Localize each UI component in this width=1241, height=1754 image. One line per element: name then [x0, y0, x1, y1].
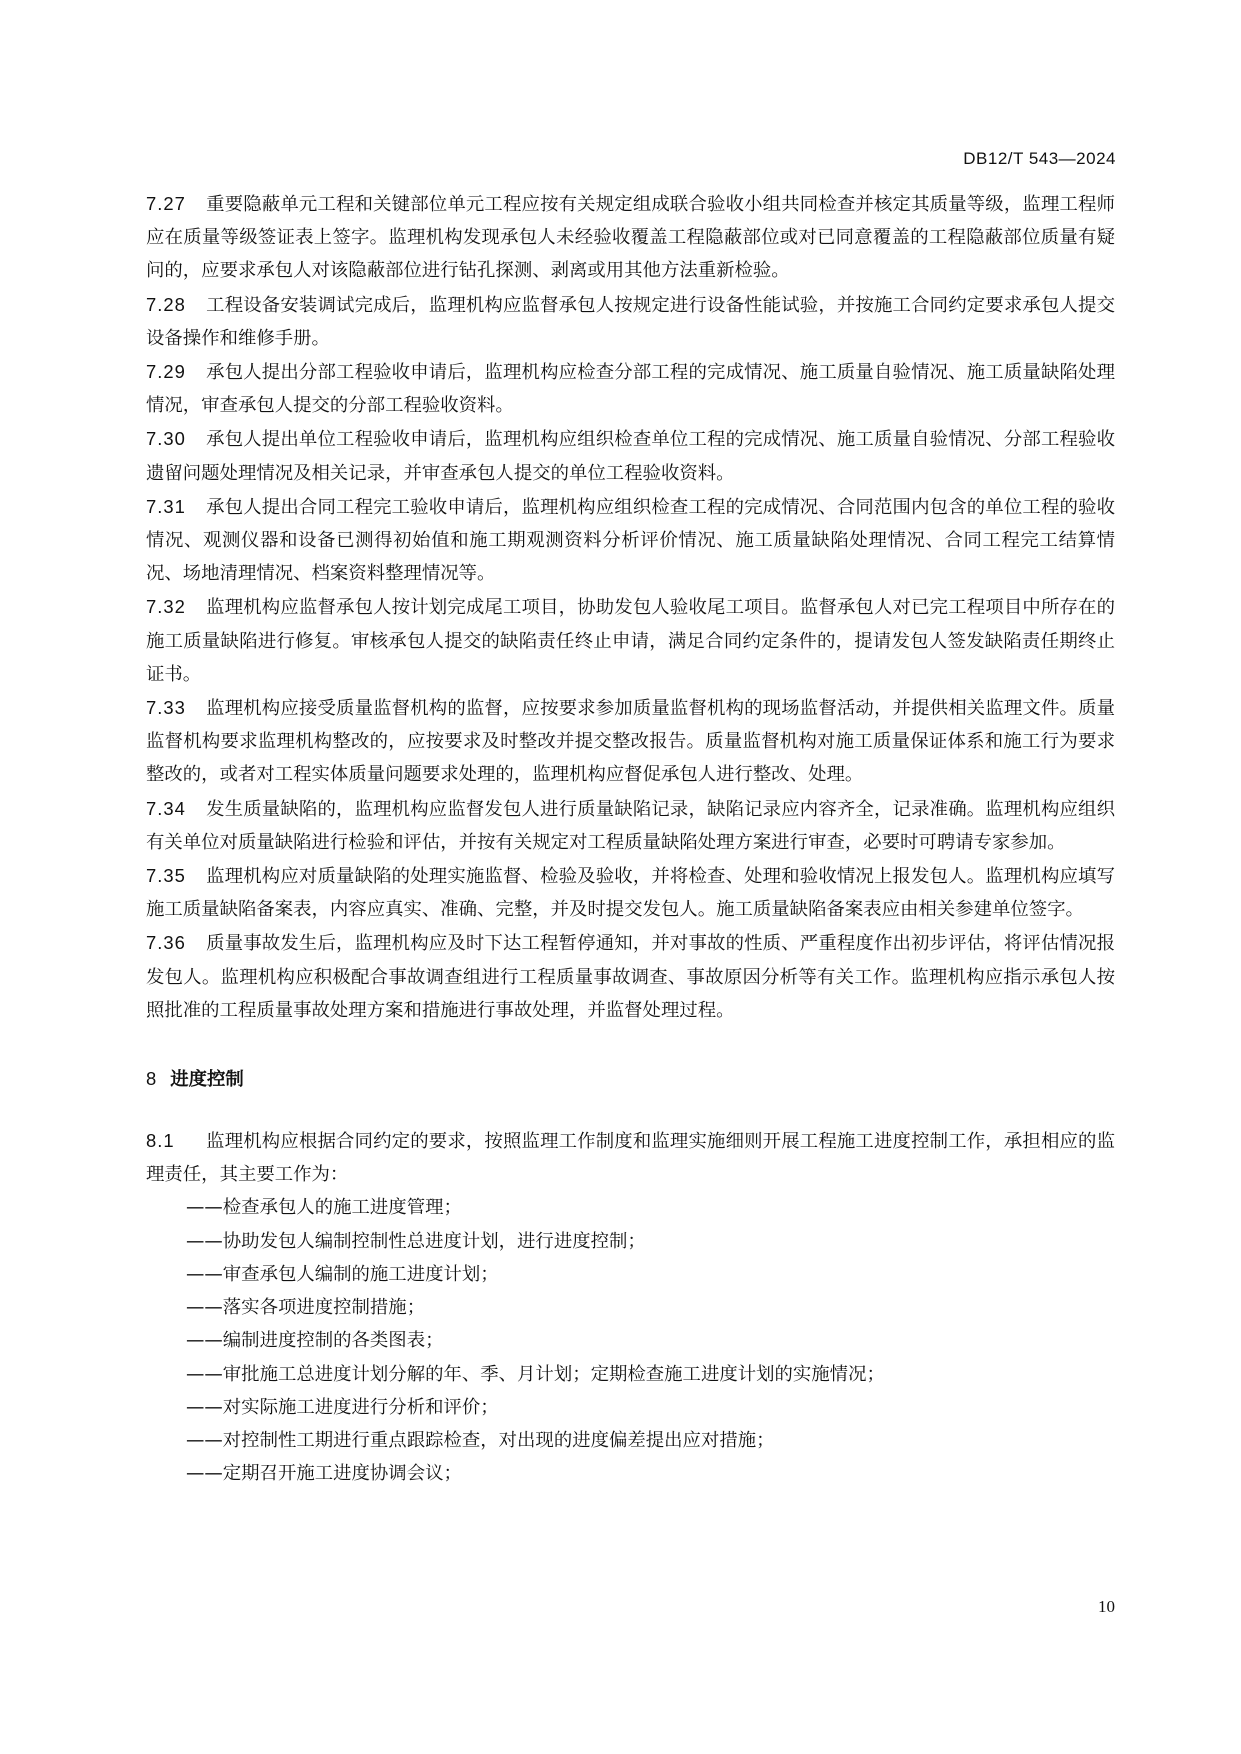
clause-number: 7.33: [146, 697, 186, 719]
clause-text: 发生质量缺陷的，监理机构应监督发包人进行质量缺陷记录，缺陷记录应内容齐全，记录准确。监理机构应组织有关单位对质量缺陷进行检验和评估，并按有关规定对工程质量缺陷处理方案进行审查，必要时可聘请专家参加。: [146, 798, 1115, 853]
list-item: ——落实各项进度控制措施；: [186, 1297, 426, 1319]
clause-7-28: [146, 288, 1115, 355]
clause-7-34: [146, 792, 1115, 859]
list-item: ——审批施工总进度计划分解的年、季、月计划；定期检查施工进度计划的实施情况；: [186, 1363, 885, 1385]
clause-number: 7.32: [146, 596, 186, 618]
clause-number: 7.36: [146, 932, 186, 954]
clause-7-27: [146, 187, 1115, 288]
section-title: 进度控制: [170, 1069, 244, 1091]
list-item: ——审查承包人编制的施工进度计划；: [186, 1263, 499, 1285]
clause-8-1: [146, 1124, 1115, 1191]
clause-text: 重要隐蔽单元工程和关键部位单元工程应按有关规定组成联合验收小组共同检查并核定其质量等级，监理工程师应在质量等级签证表上签字。监理机构发现承包人未经验收覆盖工程隐蔽部位或对已同意覆盖的工程隐蔽部位质量有疑问的，应要求承包人对该隐蔽部位进行钻孔探测、剥离或用其他方法重新检验。: [146, 194, 1115, 282]
clause-7-31: [146, 490, 1115, 591]
standard-code-header: DB12/T 543—2024: [963, 149, 1116, 168]
clause-number: 7.31: [146, 495, 186, 517]
clause-number: 7.35: [146, 865, 186, 887]
clause-number: 8.1: [146, 1130, 175, 1152]
clause-text: 承包人提出单位工程验收申请后，监理机构应组织检查单位工程的完成情况、施工质量自验情况、分部工程验收遗留问题处理情况及相关记录，并审查承包人提交的单位工程验收资料。: [146, 429, 1115, 484]
clause-text: 监理机构应接受质量监督机构的监督，应按要求参加质量监督机构的现场监督活动，并提供相关监理文件。质量监督机构要求监理机构整改的，应按要求及时整改并提交整改报告。质量监督机构对施工质量保证体系和施工行为要求整改的，或者对工程实体质量问题要求处理的，监理机构应督促承包人进行整改、处理。: [146, 698, 1115, 786]
clause-number: 7.30: [146, 428, 186, 450]
page-content: [146, 187, 1115, 1490]
clause-number: 7.27: [146, 193, 186, 214]
list-item: ——检查承包人的施工进度管理；: [186, 1197, 462, 1219]
work-item-list: [146, 1191, 1115, 1490]
list-item: ——编制进度控制的各类图表；: [186, 1330, 444, 1352]
clause-7-29: [146, 355, 1115, 422]
clause-7-36: [146, 926, 1115, 1027]
page-number: 10: [1098, 1597, 1115, 1616]
section-number: 8: [146, 1068, 157, 1090]
list-item: ——对控制性工期进行重点跟踪检查，对出现的进度偏差提出应对措施；: [186, 1429, 775, 1451]
clause-text: 承包人提出分部工程验收申请后，监理机构应检查分部工程的完成情况、施工质量自验情况、施工质量缺陷处理情况，审查承包人提交的分部工程验收资料。: [146, 362, 1115, 417]
clause-number: 7.28: [146, 293, 186, 315]
clause-7-33: [146, 691, 1115, 792]
clause-text: 承包人提出合同工程完工验收申请后，监理机构应组织检查工程的完成情况、合同范围内包含的单位工程的验收情况、观测仪器和设备已测得初始值和施工期观测资料分析评价情况、施工质量缺陷处理情况、合同工程完工结算情况、场地清理情况、档案资料整理情况等。: [146, 496, 1115, 585]
clause-text: 质量事故发生后，监理机构应及时下达工程暂停通知，并对事故的性质、严重程度作出初步评估，将评估情况报发包人。监理机构应积极配合事故调查组进行工程质量事故调查、事故原因分析等有关工作。监理机构应指示承包人按照批准的工程质量事故处理方案和措施进行事故处理，并监督处理过程。: [146, 933, 1115, 1021]
clause-7-35: [146, 859, 1115, 926]
list-item: ——定期召开施工进度协调会议；: [186, 1463, 462, 1485]
clause-7-32: [146, 590, 1115, 691]
clause-number: 7.34: [146, 797, 186, 819]
section-heading: [146, 1062, 1115, 1096]
list-item: ——协助发包人编制控制性总进度计划，进行进度控制；: [186, 1230, 646, 1252]
clause-text: 监理机构应监督承包人按计划完成尾工项目，协助发包人验收尾工项目。监督承包人对已完工程项目中所存在的施工质量缺陷进行修复。审核承包人提交的缺陷责任终止申请，满足合同约定条件的，提请发包人签发缺陷责任期终止证书。: [146, 597, 1115, 685]
clause-7-30: [146, 422, 1115, 489]
clause-text: 工程设备安装调试完成后，监理机构应监督承包人按规定进行设备性能试验，并按施工合同约定要求承包人提交设备操作和维修手册。: [146, 294, 1115, 349]
clause-text: 监理机构应根据合同约定的要求，按照监理工作制度和监理实施细则开展工程施工进度控制工作，承担相应的监理责任，其主要工作为：: [146, 1131, 1115, 1186]
clause-number: 7.29: [146, 361, 186, 383]
clause-text: 监理机构应对质量缺陷的处理实施监督、检验及验收，并将检查、处理和验收情况上报发包人。监理机构应填写施工质量缺陷备案表，内容应真实、准确、完整，并及时提交发包人。施工质量缺陷备案表应由相关参建单位签字。: [146, 866, 1115, 921]
list-item: ——对实际施工进度进行分析和评价；: [186, 1396, 499, 1418]
